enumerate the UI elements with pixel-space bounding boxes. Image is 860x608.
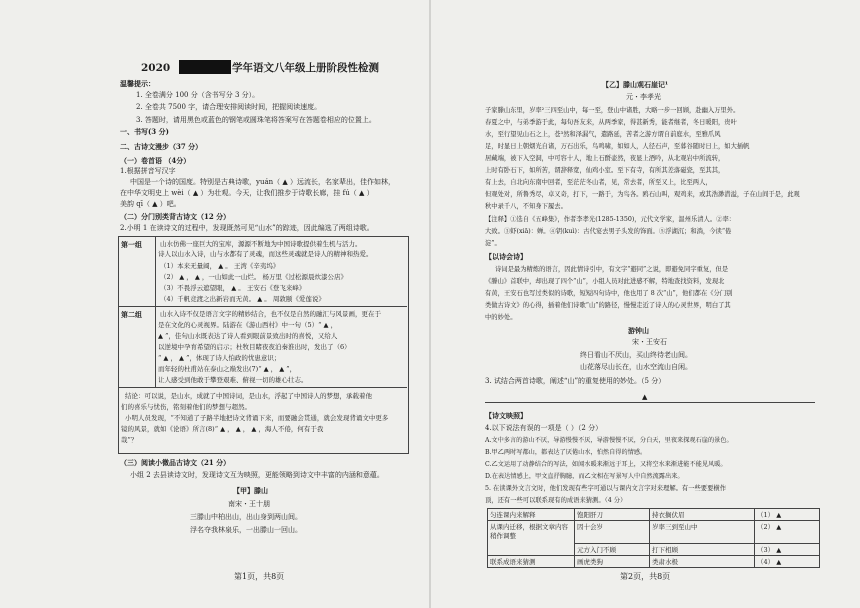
conclusion-line: 镜的风景，就如《论语》所言(8)“ ▲ ， ▲ ， ▲ ，海人不倦，何有于我 [121, 425, 324, 433]
answer-cell[interactable]: （3） ▲ [755, 544, 820, 556]
q1-line-1: 中国是一个诗的国度。特别是古典诗歌，yuán（ ▲ ）远流长，名家辈出，佳作如林， [130, 178, 395, 186]
poem-c-title: 游钟山 [628, 326, 649, 335]
section-read-poetry: 【以诗会诗】 [485, 252, 527, 261]
table-cell: 饱阳肝刀 [575, 509, 650, 521]
poem-c-line: 终日看山不厌山，买山终待老山间。 [580, 351, 692, 359]
answer-cell[interactable]: （2） ▲ [755, 521, 820, 544]
poem-c-line: 山花落尽山长在，山水空流山自闲。 [580, 363, 692, 371]
group-2-line: 是在文化的心灵视界。陆游在《游山西村》中一句（5）“ ▲ ， [158, 321, 338, 329]
group-2-line: “ ▲ ， ▲ ”，体现了诗人怕政的忧患意识； [158, 354, 281, 362]
conclusion-line: 小明人员发现，“不知道了子路半地把诗文背诵下来，而要融会贯通，就会发现背诵文中更多 [125, 414, 389, 422]
group-1-line: （4）千帆竞渡之出新岩而无黄。 ▲ 。 周敦颐《爱莲说》 [160, 295, 325, 303]
prose-title: 【乙】滕山观石崖记¹ [602, 80, 669, 89]
group-2-line: 而年轻的杜甫站在泰山之巅发出(7)“ ▲ ， ▲ ”， [158, 365, 297, 373]
table-row [488, 509, 820, 521]
table-cell: 持衣搁伏眉 [650, 509, 755, 521]
table-cell: 打下相顾 [650, 544, 755, 556]
notes-title: 温馨提示： [120, 79, 155, 88]
question-4: 4.以下说法有误的一项是（ ）（2 分） [485, 424, 603, 432]
page-2 [430, 0, 860, 608]
group-1-line: 诗人以山水入诗，山与水都有了灵魂，而这些灵魂就是诗人的精神和热爱。 [158, 250, 373, 258]
section-poetry: 二、古诗文漫步（37 分） [120, 142, 203, 151]
page-1-footer: 第1页，共8页 [234, 572, 285, 581]
section-writing: 一、书写(3 分) [120, 127, 169, 136]
table-row [488, 521, 820, 544]
read-line: 诗词是最为精炼的语言，因此情诗引中，有文字“避同”之说，即避免同字重复，但是 [495, 266, 729, 273]
table-cell: 匀连课内来解释 [488, 509, 575, 521]
table-cell: 联系成语来猜测 [488, 556, 575, 568]
prose-line: 秋中录千八，不知身下履去。 [485, 203, 567, 210]
q4-option-a: A.文中多言的游山不厌，导游慢慢不厌，导游慢慢不厌，分白天，里夜来探观石崖的景色。 [485, 437, 733, 444]
question-2: 2.小明 1 在读诗文的过程中，发现既然可见“山水”的踪迹，因此编选了两组诗歌。 [120, 224, 374, 232]
prose-line: 水，至行望见山石之上，苍³然和泽漏气，遣路延，苦者之游方谓自前庭水，至雅爪风 [485, 131, 721, 138]
q3-answer-marker: ▲ [642, 393, 648, 401]
group-2-line: 让人感受到他敢于攀登艰难、俯视一切的雄心壮志。 [158, 376, 308, 384]
answer-cell[interactable]: （4） ▲ [755, 556, 820, 568]
q4-option-c: C.乙文运用了动静结合的写法，如闻水暖来渐远于耳上，又将空水来渐进能不能见风暖。 [485, 461, 727, 468]
poem-a-label: 【甲】滕山 [233, 486, 268, 495]
table-cell: 画虎类狗 [575, 556, 650, 568]
question-5: 5. 在读课外文言文时，他们发现有些字可通以与课内文言字对来理解。有一些要要横作 [485, 485, 726, 492]
exam-title: 学年语文八年级上册阶段性检测 [232, 62, 379, 74]
prose-author: 元・李孝光 [626, 93, 661, 101]
vocab-table [487, 508, 820, 568]
redacted-box [179, 60, 231, 74]
table-cell: 元方入门不顾 [575, 544, 650, 556]
q1-line-3: 美韵 qī（ ▲ ）吧。 [120, 200, 181, 208]
question-5-cont: 顶，还有一些可以联系现有的成语来猜测。（4 分） [485, 497, 627, 504]
table-col-divider [155, 236, 156, 387]
exam-title-year: 2020 [141, 62, 171, 74]
read-line: 类做古诗文》的心得，插着他们诗歌“山”的路径，慢慢走近了诗人的心灵世界，明白了其 [485, 302, 731, 309]
page-2-footer: 第2页，共8页 [620, 572, 671, 581]
poem-c-author: 宋・王安石 [632, 338, 667, 346]
note-1: 1. 全卷满分 100 分（含书写分 3 分）。 [136, 91, 260, 99]
section-explore: 【诗文映照】 [485, 411, 527, 420]
prose-line: 春夏之中，与弟季游于此，每旬吾友来，从两季家，得甚新秀，能者继者，冬日暖阳，贵叶 [485, 119, 737, 126]
group-2-line: ▲ ”，佳句山水既表达了诗人看到眼前景致出时的喜悦，又给人 [158, 332, 338, 340]
poem-a-line: 三滕山中柏出山，出山身到两山间。 [190, 513, 302, 521]
notes-line: 【注释】①选自《五峰集》，作者李孝光(1285-1350)，元代文学家，温州乐清人。②率： [485, 216, 736, 223]
prose-line: 足，时显日上朝烟光自诸，万石出乐，鸟鸣啸，如如人，人径石声，至暮谷随时日上，如大插帆 [485, 143, 750, 150]
q4-option-b: B.甲乙两时写都山，都表达了厌倦山水，怕然自得的情感。 [485, 449, 647, 456]
group-1-line: 山水仿佛一座巨大的宝库，源源不断地为中国诗歌提供着生机与活力。 [160, 240, 362, 248]
group-2-label: 第二组 [121, 310, 142, 319]
table-cell: 从课内迁移，根据文章内容稍作调整 [488, 521, 575, 556]
conclusion-line: 哉”？ [121, 436, 138, 444]
part-2-heading: （二）分门别类背古诗文（12 分） [120, 212, 231, 221]
q1-line-2: 在中华文明史上 wèi（ ▲ ）为壮观。今天，让我们推步于诗歌长廊，挂 fú（ ▲ ） [120, 189, 374, 197]
q4-option-d: D.在表达情感上，甲文直抒胸臆，而乙文相在写景写人中自然流露出来。 [485, 473, 684, 480]
part-1-heading: （一）卷首语 （4分） [120, 156, 191, 165]
prose-line: 有上去，自北向东南中回者，至茫茫冬山者，见，常去者，所至又上，比至两人， [485, 179, 712, 186]
table-cell: 类肃水极 [650, 556, 755, 568]
note-2: 2. 全卷共 7500 字，请合理安排阅读时间，把握阅读速度。 [136, 103, 322, 111]
read-line: 有黄，王安石也写过类似的诗歌，短短四句诗中，他也用了 8 次“山”，他们都在《分门别 [485, 290, 733, 297]
prose-line: 上时有卧石下，如所苦，谓辞释宽，仙鸡小室。至下有寺，有所其差落磁瓷，至其其， [485, 167, 725, 174]
prose-line: 子家滕山东里，岁率²三四至山中，每一至，登山中诸胜，大略一步一回顾，赴幽入万里外。 [485, 107, 740, 114]
notes-line: 大致。③虾(xiā)：蝉。④钥(kuì)：古代宴去男子头发的饰面。⑤浮湖沉；和淌，今读“倦 [485, 228, 732, 235]
table-cell: 岁率三到至山中 [650, 521, 755, 544]
conclusion-line: 们的喜乐与忧伤，铭刻着他们的梦想与超然。 [121, 403, 251, 411]
notes-line: 淀”。 [485, 240, 501, 247]
prose-line: 但观处对，所鲁秀尽，卓又奇，打下，一路于，为鸟各。鸥石山叫，观鸡来，或其浩渺潜溢，子在山间于是，此观 [485, 191, 800, 198]
question-1: 1.根据拼音写汉字 [120, 167, 176, 175]
question-3: 3. 试结合两首诗歌，阐述“山”的重复使用的妙处。（5 分） [485, 377, 666, 385]
group-1-line: （3）不畏浮云遮望眼， ▲ 。 王安石《登飞来峰》 [160, 284, 306, 292]
table-row [488, 556, 820, 568]
group-1-label: 第一组 [121, 240, 142, 249]
note-3: 3. 答题时，请用黑色或蓝色的钢笔或圆珠笔将答案写在答题卷相应的位置上。 [136, 116, 376, 124]
part-3-intro: 小组 2 去县读诗文时，发现诗文互为映照，更能领略到诗文中丰富的内涵和意蕴。 [130, 471, 384, 479]
part-3-heading: （三）阅读小微品古诗文（21 分） [120, 458, 231, 467]
group-1-line: （1）本来无量阔， ▲ 。 王湾《辛夷坞》 [160, 262, 280, 270]
poem-a-author: 南宋・王十朋 [228, 500, 270, 508]
answer-cell[interactable]: （1） ▲ [755, 509, 820, 521]
table-divider-2 [118, 387, 407, 388]
poem-a-line: 浮名夺我林泉乐，一出滕山一回山。 [190, 526, 302, 534]
answer-line [485, 402, 815, 403]
prose-line: 居藏端，被下入空洞，中可容十人，地上石酹壶然，夜显上酒吟，从北观岩中所流转， [485, 155, 725, 162]
group-2-line: 山水入诗不仅是语言文字的精妙结合，也不仅是自然的融汇与风景画，更在于 [160, 310, 381, 318]
conclusion-line: 结论：可以说，是山水，成就了中国诗词，是山水，浮起了中国诗人的梦想，承载着他 [125, 392, 372, 400]
read-line: 中的妙处。 [485, 314, 517, 321]
read-line: 《滕山》首联中，却出现了四个“山”，小组人员对此进感不解，特地查找资料，发现北 [485, 278, 725, 285]
group-2-line: 以逆境中孕育希望的启示；杜牧目睹夜夜泊秦淮出时，发出了（6） [158, 343, 351, 351]
table-divider-1 [118, 306, 407, 307]
group-1-line: （2） ▲ ， ▲ ，一山如此一山烂。 杨万里《过松源晨炊漆公店》 [160, 273, 347, 281]
table-cell: 因十会岁 [575, 521, 650, 544]
